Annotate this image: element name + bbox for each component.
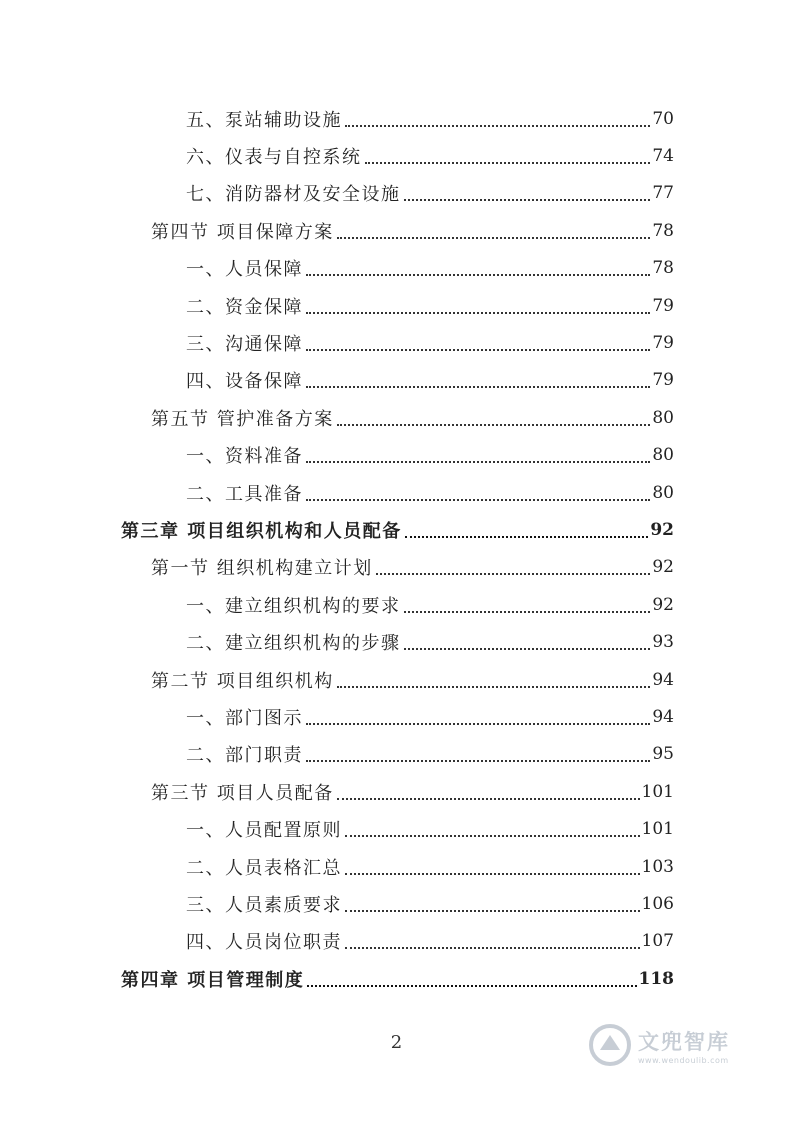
toc-entry-page: 101: [641, 819, 674, 840]
toc-entry-label: 一、建立组织机构的要求: [186, 595, 401, 617]
toc-entry-label: 二、建立组织机构的步骤: [186, 633, 401, 655]
toc-entry-page: 92: [650, 519, 674, 540]
toc-subsection-entry[interactable]: [186, 810, 674, 847]
toc-entry-label: 二、部门职责: [186, 745, 303, 767]
toc-entry-label: 一、人员配置原则: [186, 820, 342, 842]
toc-entry-label: 七、消防器材及安全设施: [186, 184, 401, 206]
toc-entry-page: 79: [652, 295, 674, 316]
toc-leader-dots: [307, 985, 636, 987]
toc-entry-page: 93: [652, 632, 674, 653]
toc-entry-label: 五、泵站辅助设施: [186, 109, 342, 131]
watermark-url: www.wendoulib.com: [638, 1055, 729, 1065]
toc-subsection-entry[interactable]: [186, 362, 674, 399]
toc-subsection-entry[interactable]: [186, 474, 674, 511]
toc-subsection-entry[interactable]: [186, 885, 674, 922]
toc-leader-dots: [306, 723, 650, 725]
toc-entry-label: 第三章 项目组织机构和人员配备: [121, 520, 402, 542]
toc-entry-label: 三、沟通保障: [186, 334, 303, 356]
toc-entry-page: 95: [652, 744, 674, 765]
toc-entry-label: 第五节 管护准备方案: [151, 408, 334, 430]
toc-subsection-entry[interactable]: [186, 287, 674, 324]
toc-subsection-entry[interactable]: [186, 250, 674, 287]
toc-chapter-entry[interactable]: [121, 511, 674, 548]
toc-subsection-entry[interactable]: [186, 586, 674, 623]
toc-entry-page: 92: [652, 594, 674, 615]
watermark-logo-icon: [588, 1023, 632, 1067]
toc-section-entry[interactable]: [151, 773, 674, 810]
toc-entry-label: 二、资金保障: [186, 296, 303, 318]
toc-entry-page: 79: [652, 370, 674, 391]
toc-leader-dots: [345, 947, 640, 949]
toc-entry-page: 94: [652, 706, 674, 727]
toc-leader-dots: [306, 274, 650, 276]
toc-subsection-entry[interactable]: [186, 923, 674, 960]
toc-entry-label: 二、工具准备: [186, 483, 303, 505]
toc-leader-dots: [306, 760, 650, 762]
toc-subsection-entry[interactable]: [186, 137, 674, 174]
page-number: 2: [390, 1032, 403, 1053]
toc-entry-page: 79: [652, 333, 674, 354]
toc-entry-label: 一、人员保障: [186, 259, 303, 281]
toc-leader-dots: [404, 648, 651, 650]
toc-subsection-entry[interactable]: [186, 437, 674, 474]
toc-entry-label: 第一节 组织机构建立计划: [151, 558, 373, 580]
toc-entry-page: 80: [652, 445, 674, 466]
toc-subsection-entry[interactable]: [186, 848, 674, 885]
toc-entry-label: 第四节 项目保障方案: [151, 221, 334, 243]
toc-leader-dots: [345, 873, 640, 875]
toc-entry-label: 三、人员素质要求: [186, 894, 342, 916]
toc-entry-page: 94: [652, 669, 674, 690]
watermark-title: 文兜智库: [638, 1029, 730, 1054]
toc-leader-dots: [337, 798, 640, 800]
toc-entry-label: 第四章 项目管理制度: [121, 969, 305, 991]
toc-section-entry[interactable]: [151, 661, 674, 698]
toc-entry-page: 103: [641, 856, 674, 877]
toc-leader-dots: [306, 312, 650, 314]
toc-entry-page: 80: [652, 407, 674, 428]
toc-entry-page: 80: [652, 482, 674, 503]
toc-entry-label: 六、仪表与自控系统: [186, 147, 362, 169]
toc-leader-dots: [376, 573, 651, 575]
toc-leader-dots: [404, 199, 651, 201]
toc-leader-dots: [337, 424, 651, 426]
toc-entry-page: 74: [652, 146, 674, 167]
toc-subsection-entry[interactable]: [186, 698, 674, 735]
toc-leader-dots: [345, 910, 640, 912]
table-of-contents: [0, 100, 793, 997]
toc-subsection-entry[interactable]: [186, 324, 674, 361]
toc-section-entry[interactable]: [151, 399, 674, 436]
toc-entry-label: 一、资料准备: [186, 446, 303, 468]
watermark: [588, 1020, 758, 1070]
toc-entry-label: 一、部门图示: [186, 707, 303, 729]
toc-leader-dots: [365, 162, 651, 164]
toc-chapter-entry[interactable]: [121, 960, 674, 997]
toc-entry-page: 78: [652, 220, 674, 241]
toc-leader-dots: [306, 499, 650, 501]
toc-leader-dots: [337, 686, 651, 688]
toc-entry-label: 第二节 项目组织机构: [151, 670, 334, 692]
toc-subsection-entry[interactable]: [186, 100, 674, 137]
toc-section-entry[interactable]: [151, 549, 674, 586]
toc-entry-page: 78: [652, 258, 674, 279]
toc-leader-dots: [345, 835, 640, 837]
toc-leader-dots: [404, 611, 651, 613]
toc-leader-dots: [306, 461, 650, 463]
toc-leader-dots: [337, 237, 651, 239]
toc-entry-page: 92: [652, 557, 674, 578]
toc-entry-page: 107: [641, 931, 674, 952]
toc-section-entry[interactable]: [151, 212, 674, 249]
toc-entry-page: 106: [641, 893, 674, 914]
toc-subsection-entry[interactable]: [186, 623, 674, 660]
toc-leader-dots: [405, 536, 649, 538]
toc-entry-page: 101: [641, 781, 674, 802]
toc-leader-dots: [345, 125, 650, 127]
toc-entry-page: 70: [652, 108, 674, 129]
toc-entry-label: 四、人员岗位职责: [186, 932, 342, 954]
toc-subsection-entry[interactable]: [186, 175, 674, 212]
toc-entry-label: 第三节 项目人员配备: [151, 782, 334, 804]
toc-entry-label: 二、人员表格汇总: [186, 857, 342, 879]
toc-entry-page: 77: [652, 183, 674, 204]
toc-entry-page: 118: [638, 968, 674, 989]
toc-leader-dots: [306, 386, 650, 388]
toc-leader-dots: [306, 349, 650, 351]
toc-entry-label: 四、设备保障: [186, 371, 303, 393]
toc-subsection-entry[interactable]: [186, 736, 674, 773]
